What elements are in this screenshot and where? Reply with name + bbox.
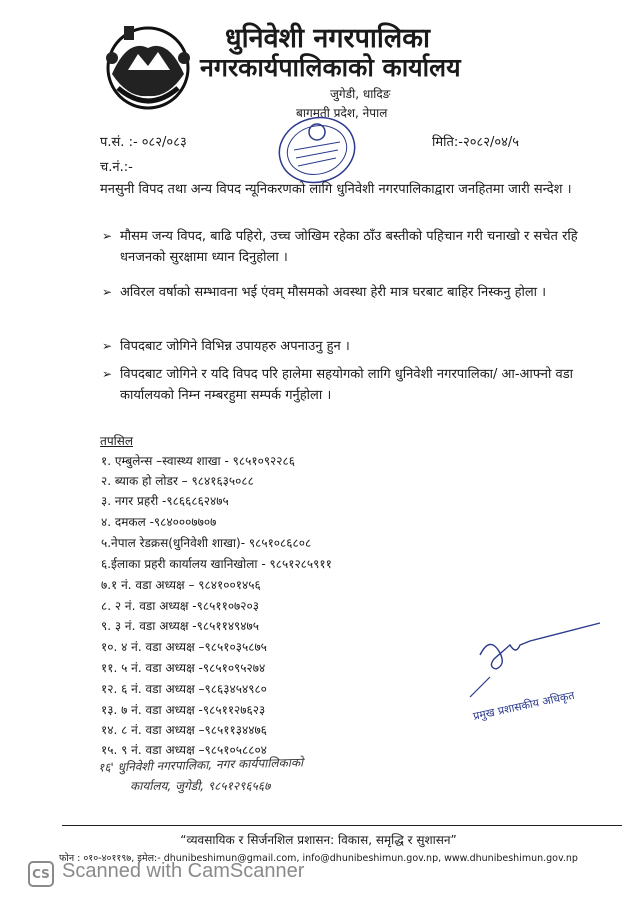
arrow-bullet-icon: ➢ (102, 229, 113, 243)
dispatch-number: च.नं.:- (100, 160, 133, 175)
nepal-emblem-logo (98, 18, 198, 114)
officer-signature (460, 615, 610, 730)
handwritten-contact-line-2: कार्यालय, जुगेडी, ९८५१२९६५६७ (130, 779, 271, 793)
office-stamp (272, 110, 362, 190)
contact-item: ७.१ नं. वडा अध्यक्ष – ९८४१००१४५६ (101, 578, 261, 592)
letter-reference-number: प.सं. :- ०८२/०८३ (100, 135, 187, 150)
contact-item: १५. ९ नं. वडा अध्यक्ष –९८५१०५८८०४ (101, 743, 267, 757)
contact-item: ९. ३ नं. वडा अध्यक्ष -९८५११४९४७५ (101, 619, 260, 633)
footer-divider (62, 825, 622, 826)
contact-item: ८. २ नं. वडा अध्यक्ष -९८५११०७२०३ (101, 599, 260, 613)
scanner-watermark-text: Scanned with CamScanner (62, 860, 305, 882)
letter-date: मिति:-२०८२/०४/५ (432, 135, 520, 150)
office-motto: “व्यवसायिक र सिर्जनशिल प्रशासन: विकास, समृद्धि र सुशासन” (180, 833, 457, 847)
arrow-bullet-icon: ➢ (102, 285, 113, 299)
camscanner-logo-icon: CS (28, 861, 54, 887)
contact-item: ४. दमकल -९८४०००७७०७ (101, 515, 217, 529)
advice-item: ➢ अविरल वर्षाको सम्भावना भई एंवम् मौसमको अवस्था हेरी मात्र घरबाट बाहिर निस्कनु होला । (120, 282, 590, 303)
details-heading: तपसिल (100, 434, 134, 448)
office-subtitle: नगरकार्यपालिकाको कार्यालय (200, 53, 461, 82)
contact-item: १. एम्बुलेन्स –स्वास्थ्य शाखा - ९८५१०९२२८६ (101, 454, 296, 468)
advice-item: ➢ विपदबाट जोगिने विभिन्न उपायहरु अपनाउनु हुन । (120, 336, 590, 357)
arrow-bullet-icon: ➢ (102, 339, 113, 353)
contact-item: १४. ८ नं. वडा अध्यक्ष –९८५११३४४७६ (101, 723, 267, 737)
contact-item: १०. ४ नं. वडा अध्यक्ष –९८५१०३५८७५ (101, 640, 267, 654)
signature-designation: प्रमुख प्रशासकीय अधिकृत (471, 688, 576, 723)
contact-item: १२. ६ नं. वडा अध्यक्ष –९८६३४५४९८० (101, 682, 267, 696)
contact-item: ११. ५ नं. वडा अध्यक्ष -९८५१०९५२७४ (101, 661, 266, 675)
contact-item: ६.ईलाका प्रहरी कार्यालय खानिखोला - ९८५१२८५९११ (101, 557, 332, 571)
address-line-2: बागमती प्रदेश, नेपाल (296, 106, 388, 120)
contact-item: ५.नेपाल रेडक्रस(धुनिवेशी शाखा)- ९८५१०८६८०८ (101, 536, 312, 550)
advice-item: ➢ विपदबाट जोगिने र यदि विपद परि हालेमा सहयोगको लागि धुनिवेशी नगरपालिका/ आ-आफ्नो वडा कार्यालयको निम्न नम्बरहुमा सम्पर्क गर्नुहोला । (120, 364, 590, 406)
notice-intro: मनसुनी विपद तथा अन्य विपद न्यूनिकरणको लागि धुनिवेशी नगरपालिकाद्वारा जनहितमा जारी सन्देश । (100, 182, 572, 197)
contact-item: १३. ७ नं. वडा अध्यक्ष -९८५११२७६२३ (101, 703, 266, 717)
contact-item: ३. नगर प्रहरी -९८६६८६२४७५ (101, 494, 229, 508)
handwritten-contact-line-1: १६' धुनिवेशी नगरपालिका, नगर कार्यपालिकाको (97, 755, 304, 775)
address-line-1: जुगेडी, धादिङ (330, 87, 391, 101)
contact-footer: फोन : ०१०-४०११९७, इमेल:- dhunibeshimun@gmail.com, info@dhunibeshimun.gov.np, www.dhunibeshimun.gov.np (59, 853, 578, 864)
municipality-title: धुनिवेशी नगरपालिका (225, 23, 430, 54)
advice-item: ➢ मौसम जन्य विपद, बाढि पहिरो, उच्च जोखिम रहेका ठाँउ बस्तीको पहिचान गरी चनाखो र सचेत रहि धनजनको सुरक्षामा ध्यान दिनुहोला । (120, 226, 590, 268)
arrow-bullet-icon: ➢ (102, 367, 113, 381)
contact-item: २. ब्याक हो लोडर – ९८४१६३५०८८ (101, 474, 254, 488)
